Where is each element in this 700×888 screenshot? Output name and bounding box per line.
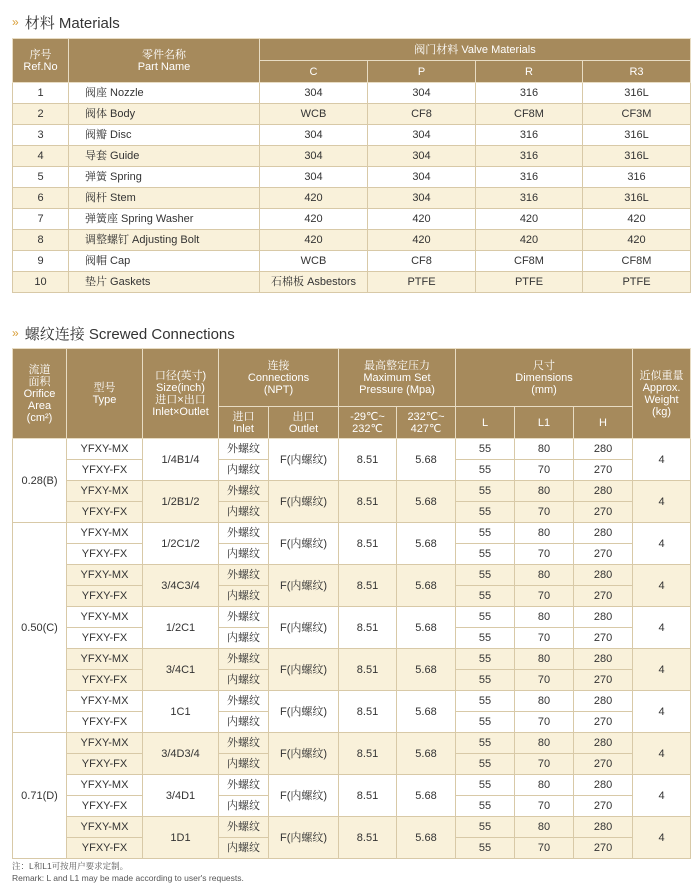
outlet-cell: F(内螺纹) — [269, 733, 339, 775]
pressure-high-cell: 5.68 — [397, 817, 456, 859]
dim-l-cell: 55 — [456, 586, 515, 607]
material-r3-cell: 420 — [583, 209, 691, 230]
table-row — [13, 83, 691, 104]
pressure-low-cell: 8.51 — [339, 565, 397, 607]
header-dim-l1: L1 — [515, 407, 574, 439]
header-outlet: 出口 Outlet — [269, 407, 339, 439]
note-cn: 注：L和L1可按用户要求定制。 — [12, 861, 129, 871]
header-col-r: R — [476, 61, 583, 83]
weight-cell: 4 — [633, 817, 691, 859]
type-cell: YFXY-FX — [67, 586, 143, 607]
header-weight: 近似重量 Approx. Weight (kg) — [633, 349, 691, 439]
dim-l1-cell: 80 — [515, 565, 574, 586]
pressure-high-cell: 5.68 — [397, 733, 456, 775]
material-c-cell: 304 — [260, 167, 368, 188]
header-dim-h: H — [574, 407, 633, 439]
inlet-cell: 外螺纹 — [219, 775, 269, 796]
part-name-cell: 阀体 Body — [69, 104, 260, 125]
part-name-cell: 调整螺钉 Adjusting Bolt — [69, 230, 260, 251]
pressure-high-cell: 5.68 — [397, 607, 456, 649]
material-r3-cell: 316L — [583, 83, 691, 104]
ref-cell: 8 — [13, 230, 69, 251]
dim-l-cell: 55 — [456, 796, 515, 817]
dim-l-cell: 55 — [456, 481, 515, 502]
type-cell: YFXY-MX — [67, 439, 143, 460]
dim-h-cell: 280 — [574, 649, 633, 670]
pressure-low-cell: 8.51 — [339, 775, 397, 817]
material-r-cell: 420 — [476, 209, 583, 230]
material-c-cell: WCB — [260, 251, 368, 272]
type-cell: YFXY-FX — [67, 460, 143, 481]
weight-cell: 4 — [633, 565, 691, 607]
header-ref: 序号 Ref.No — [13, 39, 69, 83]
material-c-cell: 420 — [260, 188, 368, 209]
weight-cell: 4 — [633, 649, 691, 691]
ref-cell: 4 — [13, 146, 69, 167]
dim-l1-cell: 80 — [515, 691, 574, 712]
dim-l-cell: 55 — [456, 838, 515, 859]
part-name-cell: 阀帽 Cap — [69, 251, 260, 272]
material-p-cell: 304 — [368, 146, 476, 167]
chevron-right-icon: » — [12, 15, 17, 29]
inlet-cell: 内螺纹 — [219, 628, 269, 649]
outlet-cell: F(内螺纹) — [269, 691, 339, 733]
pressure-high-cell: 5.68 — [397, 691, 456, 733]
outlet-cell: F(内螺纹) — [269, 523, 339, 565]
material-r-cell: 316 — [476, 83, 583, 104]
dim-h-cell: 270 — [574, 460, 633, 481]
type-cell: YFXY-MX — [67, 691, 143, 712]
dim-l1-cell: 70 — [515, 712, 574, 733]
type-cell: YFXY-FX — [67, 544, 143, 565]
dim-h-cell: 280 — [574, 775, 633, 796]
outlet-cell: F(内螺纹) — [269, 649, 339, 691]
dim-l-cell: 55 — [456, 712, 515, 733]
material-r-cell: 316 — [476, 188, 583, 209]
table-row — [13, 817, 691, 838]
header-connections: 连接 Connections (NPT) — [219, 349, 339, 407]
dim-h-cell: 280 — [574, 481, 633, 502]
inlet-cell: 外螺纹 — [219, 691, 269, 712]
ref-cell: 7 — [13, 209, 69, 230]
ref-cell: 2 — [13, 104, 69, 125]
dim-l-cell: 55 — [456, 754, 515, 775]
type-cell: YFXY-FX — [67, 754, 143, 775]
pressure-low-cell: 8.51 — [339, 817, 397, 859]
material-c-cell: 304 — [260, 146, 368, 167]
part-name-cell: 阀杆 Stem — [69, 188, 260, 209]
size-cell: 1/2B1/2 — [143, 481, 219, 523]
size-cell: 1C1 — [143, 691, 219, 733]
ref-cell: 6 — [13, 188, 69, 209]
dim-l1-cell: 80 — [515, 775, 574, 796]
inlet-cell: 外螺纹 — [219, 481, 269, 502]
inlet-cell: 内螺纹 — [219, 460, 269, 481]
dim-l1-cell: 80 — [515, 523, 574, 544]
pressure-low-cell: 8.51 — [339, 607, 397, 649]
header-type: 型号 Type — [67, 349, 143, 439]
screwed-title — [12, 322, 235, 344]
dim-l-cell: 55 — [456, 691, 515, 712]
dim-l1-cell: 70 — [515, 460, 574, 481]
material-c-cell: 420 — [260, 209, 368, 230]
material-p-cell: 420 — [368, 209, 476, 230]
dim-l1-cell: 70 — [515, 838, 574, 859]
inlet-cell: 内螺纹 — [219, 670, 269, 691]
material-p-cell: 420 — [368, 230, 476, 251]
dim-h-cell: 270 — [574, 670, 633, 691]
dim-l1-cell: 70 — [515, 628, 574, 649]
type-cell: YFXY-FX — [67, 670, 143, 691]
type-cell: YFXY-MX — [67, 607, 143, 628]
header-dimensions: 尺寸 Dimensions (mm) — [456, 349, 633, 407]
ref-cell: 9 — [13, 251, 69, 272]
pressure-high-cell: 5.68 — [397, 775, 456, 817]
pressure-low-cell: 8.51 — [339, 733, 397, 775]
dim-h-cell: 280 — [574, 565, 633, 586]
outlet-cell: F(内螺纹) — [269, 481, 339, 523]
table-row — [13, 607, 691, 628]
header-part-name: 零件名称 Part Name — [69, 39, 260, 83]
table-row — [13, 691, 691, 712]
dim-l1-cell: 80 — [515, 649, 574, 670]
inlet-cell: 内螺纹 — [219, 796, 269, 817]
orifice-area-cell: 0.50(C) — [13, 523, 67, 733]
dim-l1-cell: 80 — [515, 607, 574, 628]
outlet-cell: F(内螺纹) — [269, 565, 339, 607]
dim-l-cell: 55 — [456, 733, 515, 754]
part-name-cell: 阀瓣 Disc — [69, 125, 260, 146]
material-c-cell: WCB — [260, 104, 368, 125]
dim-l1-cell: 70 — [515, 754, 574, 775]
type-cell: YFXY-FX — [67, 628, 143, 649]
dim-h-cell: 280 — [574, 607, 633, 628]
header-col-p: P — [368, 61, 476, 83]
materials-table — [12, 38, 691, 293]
outlet-cell: F(内螺纹) — [269, 775, 339, 817]
type-cell: YFXY-MX — [67, 733, 143, 754]
header-inlet: 进口 Inlet — [219, 407, 269, 439]
pressure-low-cell: 8.51 — [339, 649, 397, 691]
table-row — [13, 209, 691, 230]
size-cell: 1/4B1/4 — [143, 439, 219, 481]
table-row — [13, 439, 691, 460]
type-cell: YFXY-FX — [67, 712, 143, 733]
screwed-connections-table — [12, 348, 691, 859]
weight-cell: 4 — [633, 733, 691, 775]
weight-cell: 4 — [633, 523, 691, 565]
materials-title — [12, 11, 120, 33]
dim-l-cell: 55 — [456, 628, 515, 649]
table-row — [13, 167, 691, 188]
material-r-cell: 420 — [476, 230, 583, 251]
header-col-r3: R3 — [583, 61, 691, 83]
material-r-cell: 316 — [476, 146, 583, 167]
dim-l1-cell: 70 — [515, 796, 574, 817]
dim-h-cell: 270 — [574, 712, 633, 733]
weight-cell: 4 — [633, 691, 691, 733]
outlet-cell: F(内螺纹) — [269, 817, 339, 859]
size-cell: 3/4D1 — [143, 775, 219, 817]
dim-l-cell: 55 — [456, 670, 515, 691]
header-pressure-high: 232℃~ 427℃ — [397, 407, 456, 439]
header-col-c: C — [260, 61, 368, 83]
table-row — [13, 733, 691, 754]
dim-l-cell: 55 — [456, 565, 515, 586]
material-r3-cell: 316L — [583, 188, 691, 209]
part-name-cell: 垫片 Gaskets — [69, 272, 260, 293]
inlet-cell: 外螺纹 — [219, 733, 269, 754]
material-r3-cell: 316L — [583, 146, 691, 167]
part-name-cell: 弹簧座 Spring Washer — [69, 209, 260, 230]
table-row — [13, 649, 691, 670]
pressure-low-cell: 8.51 — [339, 523, 397, 565]
inlet-cell: 内螺纹 — [219, 754, 269, 775]
weight-cell: 4 — [633, 775, 691, 817]
table-row — [13, 125, 691, 146]
dim-l1-cell: 80 — [515, 439, 574, 460]
table-row — [13, 104, 691, 125]
dim-l1-cell: 70 — [515, 670, 574, 691]
pressure-low-cell: 8.51 — [339, 691, 397, 733]
part-name-cell: 阀座 Nozzle — [69, 83, 260, 104]
type-cell: YFXY-FX — [67, 796, 143, 817]
ref-cell: 1 — [13, 83, 69, 104]
table-row — [13, 481, 691, 502]
material-c-cell: 420 — [260, 230, 368, 251]
dim-l1-cell: 80 — [515, 733, 574, 754]
material-r3-cell: 316 — [583, 167, 691, 188]
material-r-cell: PTFE — [476, 272, 583, 293]
dim-l-cell: 55 — [456, 439, 515, 460]
chevron-right-icon: » — [12, 326, 17, 340]
material-p-cell: 304 — [368, 167, 476, 188]
dim-h-cell: 270 — [574, 838, 633, 859]
header-dim-l: L — [456, 407, 515, 439]
pressure-high-cell: 5.68 — [397, 523, 456, 565]
type-cell: YFXY-MX — [67, 565, 143, 586]
pressure-high-cell: 5.68 — [397, 481, 456, 523]
dim-h-cell: 270 — [574, 586, 633, 607]
size-cell: 3/4C3/4 — [143, 565, 219, 607]
material-r3-cell: 316L — [583, 125, 691, 146]
note-en: Remark: L and L1 may be made according to user's requests. — [12, 873, 244, 883]
outlet-cell: F(内螺纹) — [269, 607, 339, 649]
dim-l1-cell: 80 — [515, 481, 574, 502]
inlet-cell: 外螺纹 — [219, 649, 269, 670]
part-name-cell: 弹簧 Spring — [69, 167, 260, 188]
materials-title-text: 材料 Materials — [24, 14, 120, 32]
table-row — [13, 251, 691, 272]
dim-l-cell: 55 — [456, 502, 515, 523]
inlet-cell: 外螺纹 — [219, 565, 269, 586]
material-p-cell: PTFE — [368, 272, 476, 293]
dim-h-cell: 280 — [574, 733, 633, 754]
inlet-cell: 外螺纹 — [219, 439, 269, 460]
header-orifice-area: 流道 面积 Orifice Area (cm²) — [13, 349, 67, 439]
dim-l1-cell: 70 — [515, 544, 574, 565]
inlet-cell: 内螺纹 — [219, 586, 269, 607]
size-cell: 3/4C1 — [143, 649, 219, 691]
dim-l1-cell: 70 — [515, 502, 574, 523]
table-row — [13, 230, 691, 251]
dim-h-cell: 280 — [574, 523, 633, 544]
material-r3-cell: 420 — [583, 230, 691, 251]
inlet-cell: 内螺纹 — [219, 712, 269, 733]
part-name-cell: 导套 Guide — [69, 146, 260, 167]
material-p-cell: CF8 — [368, 251, 476, 272]
header-pressure: 最高整定压力 Maximum Set Pressure (Mpa) — [339, 349, 456, 407]
pressure-high-cell: 5.68 — [397, 565, 456, 607]
dim-l-cell: 55 — [456, 817, 515, 838]
screwed-title-text: 螺纹连接 Screwed Connections — [24, 325, 235, 343]
size-cell: 1/2C1 — [143, 607, 219, 649]
material-c-cell: 304 — [260, 83, 368, 104]
material-p-cell: 304 — [368, 125, 476, 146]
material-p-cell: 304 — [368, 188, 476, 209]
orifice-area-cell: 0.71(D) — [13, 733, 67, 859]
material-c-cell: 石棉板 Asbestors — [260, 272, 368, 293]
material-p-cell: 304 — [368, 83, 476, 104]
dim-l-cell: 55 — [456, 649, 515, 670]
inlet-cell: 内螺纹 — [219, 502, 269, 523]
pressure-high-cell: 5.68 — [397, 439, 456, 481]
outlet-cell: F(内螺纹) — [269, 439, 339, 481]
material-r-cell: CF8M — [476, 251, 583, 272]
material-r-cell: 316 — [476, 167, 583, 188]
table-row — [13, 523, 691, 544]
dim-h-cell: 270 — [574, 754, 633, 775]
header-valve-materials: 阀门材料 Valve Materials — [260, 39, 691, 61]
inlet-cell: 外螺纹 — [219, 817, 269, 838]
type-cell: YFXY-MX — [67, 817, 143, 838]
pressure-high-cell: 5.68 — [397, 649, 456, 691]
table-row — [13, 775, 691, 796]
type-cell: YFXY-MX — [67, 775, 143, 796]
dim-h-cell: 280 — [574, 439, 633, 460]
orifice-area-cell: 0.28(B) — [13, 439, 67, 523]
dim-h-cell: 270 — [574, 544, 633, 565]
dim-h-cell: 280 — [574, 817, 633, 838]
pressure-low-cell: 8.51 — [339, 481, 397, 523]
inlet-cell: 外螺纹 — [219, 523, 269, 544]
type-cell: YFXY-FX — [67, 838, 143, 859]
size-cell: 1D1 — [143, 817, 219, 859]
table-row — [13, 565, 691, 586]
dim-l-cell: 55 — [456, 460, 515, 481]
header-size: 口径(英寸) Size(inch) 进口×出口 Inlet×Outlet — [143, 349, 219, 439]
table-row — [13, 188, 691, 209]
weight-cell: 4 — [633, 439, 691, 481]
weight-cell: 4 — [633, 607, 691, 649]
pressure-low-cell: 8.51 — [339, 439, 397, 481]
dim-h-cell: 280 — [574, 691, 633, 712]
table-row — [13, 272, 691, 293]
ref-cell: 10 — [13, 272, 69, 293]
inlet-cell: 外螺纹 — [219, 607, 269, 628]
type-cell: YFXY-MX — [67, 481, 143, 502]
ref-cell: 5 — [13, 167, 69, 188]
weight-cell: 4 — [633, 481, 691, 523]
size-cell: 1/2C1/2 — [143, 523, 219, 565]
material-r3-cell: CF8M — [583, 251, 691, 272]
dim-l-cell: 55 — [456, 523, 515, 544]
header-pressure-low: -29℃~ 232℃ — [339, 407, 397, 439]
type-cell: YFXY-FX — [67, 502, 143, 523]
dim-l1-cell: 80 — [515, 817, 574, 838]
material-r3-cell: CF3M — [583, 104, 691, 125]
material-c-cell: 304 — [260, 125, 368, 146]
dim-l-cell: 55 — [456, 544, 515, 565]
dim-h-cell: 270 — [574, 502, 633, 523]
type-cell: YFXY-MX — [67, 649, 143, 670]
type-cell: YFXY-MX — [67, 523, 143, 544]
size-cell: 3/4D3/4 — [143, 733, 219, 775]
dim-h-cell: 270 — [574, 628, 633, 649]
inlet-cell: 内螺纹 — [219, 838, 269, 859]
dim-l-cell: 55 — [456, 775, 515, 796]
material-r3-cell: PTFE — [583, 272, 691, 293]
dim-l-cell: 55 — [456, 607, 515, 628]
material-p-cell: CF8 — [368, 104, 476, 125]
inlet-cell: 内螺纹 — [219, 544, 269, 565]
material-r-cell: 316 — [476, 125, 583, 146]
dim-l1-cell: 70 — [515, 586, 574, 607]
table-row — [13, 146, 691, 167]
material-r-cell: CF8M — [476, 104, 583, 125]
ref-cell: 3 — [13, 125, 69, 146]
dim-h-cell: 270 — [574, 796, 633, 817]
